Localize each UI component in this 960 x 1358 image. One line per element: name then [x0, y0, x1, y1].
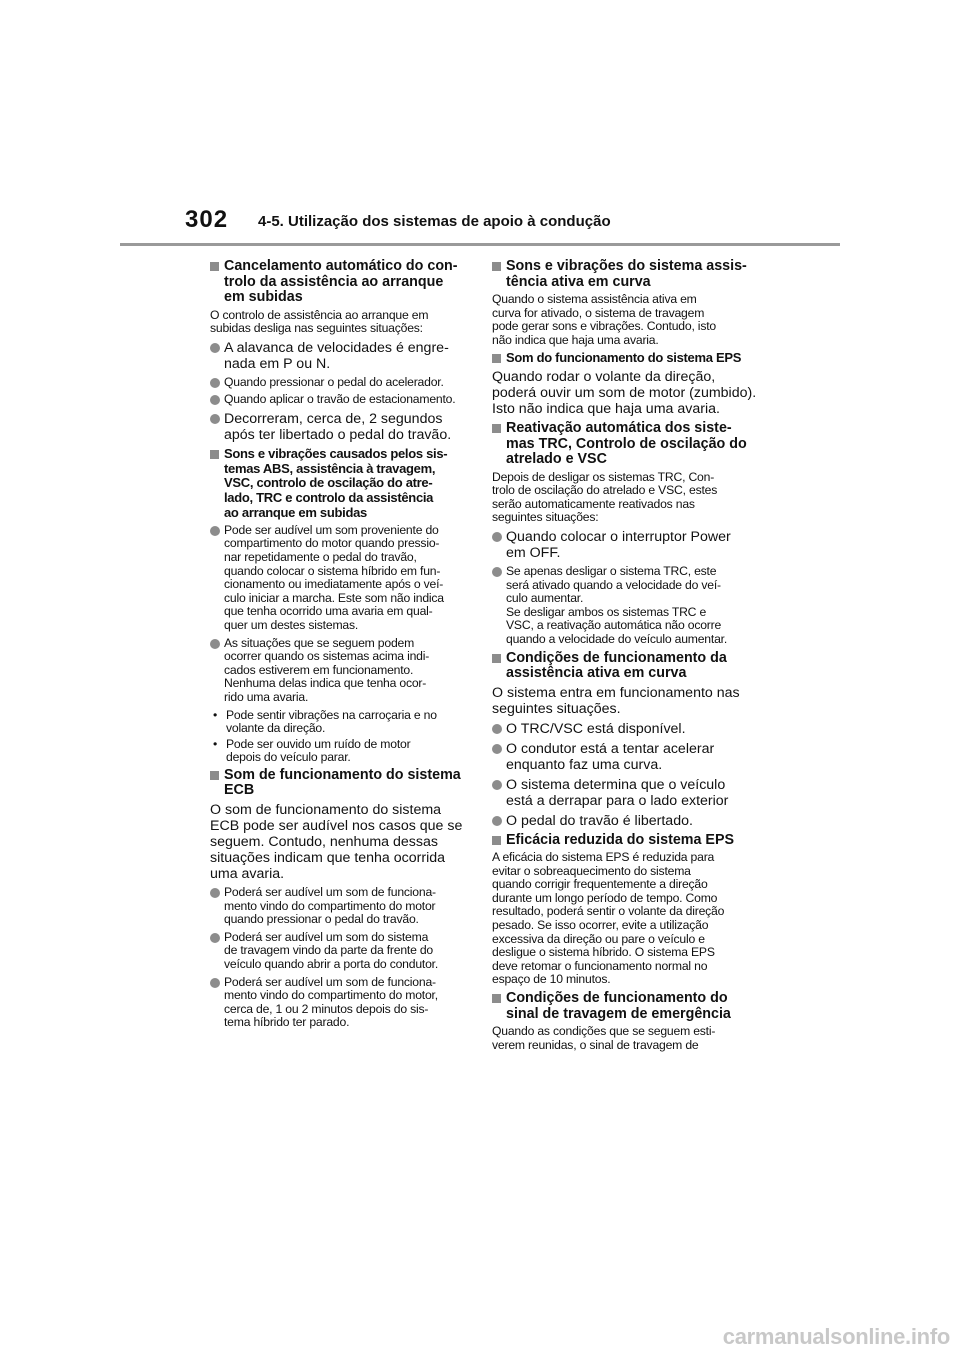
- text-line: sinal de travagem de emergência: [506, 1005, 731, 1022]
- text-line: VSC, a reativação automática não ocorre: [506, 618, 722, 633]
- paragraph: [210, 802, 466, 882]
- paragraph: [210, 309, 466, 336]
- bullet-item: [210, 393, 466, 407]
- circle-bullet-icon: [210, 378, 220, 388]
- text-line: excessiva da direção ou pare o veículo e: [492, 931, 705, 946]
- text-line: volante da direção.: [226, 721, 326, 736]
- header-divider: [120, 243, 840, 246]
- text-line: está a derrapar para o lado exterior: [506, 792, 729, 809]
- section-heading: [492, 421, 748, 468]
- square-bullet-icon: [492, 424, 501, 433]
- section-heading: [492, 651, 748, 682]
- text-line: Pode ser ouvido um ruído de motor: [226, 736, 411, 751]
- text-line: subidas desliga nas seguintes situações:: [210, 321, 423, 336]
- circle-bullet-icon: [210, 343, 220, 353]
- page-header: [0, 0, 960, 250]
- text-line: espaço de 10 minutos.: [492, 972, 611, 987]
- text-line: Se desligar ambos os sistemas TRC e: [506, 604, 707, 619]
- bullet-item: [210, 976, 466, 1030]
- text-line: situações indicam que tenha ocorrida: [210, 849, 446, 866]
- dot-bullet-icon: •: [213, 707, 218, 722]
- text-line: Decorreram, cerca de, 2 segundos: [224, 410, 443, 427]
- text-line: O sistema entra em funcionamento nas: [492, 684, 740, 701]
- bullet-item: [210, 637, 466, 705]
- text-line: quando colocar o sistema híbrido em fun-: [224, 563, 441, 578]
- square-bullet-icon: [492, 654, 501, 663]
- text-line: O sistema determina que o veículo: [506, 776, 726, 793]
- text-line: mento vindo do compartimento do motor: [224, 898, 436, 913]
- text-line: não indica que haja uma avaria.: [492, 332, 659, 347]
- text-line: Poderá ser audível um som de funciona-: [224, 884, 436, 899]
- text-line: cados estiverem em funcionamento.: [224, 662, 414, 677]
- bullet-item: [492, 529, 748, 561]
- paragraph: [492, 471, 748, 525]
- text-line: O controlo de assistência ao arranque em: [210, 307, 429, 322]
- text-line: seguem. Contudo, nenhuma dessas: [210, 833, 438, 850]
- text-line: ao arranque em subidas: [224, 505, 367, 521]
- square-bullet-icon: [492, 354, 501, 363]
- text-line: que tenha ocorrido uma avaria em qual-: [224, 604, 433, 619]
- square-bullet-icon: [492, 262, 501, 271]
- circle-bullet-icon: [210, 888, 220, 898]
- text-line: trolo da assistência ao arranque: [224, 273, 444, 290]
- circle-bullet-icon: [492, 532, 502, 542]
- text-line: compartimento do motor quando pressio-: [224, 536, 440, 551]
- text-line: desligue o sistema híbrido. O sistema EPS: [492, 945, 715, 960]
- text-line: Quando colocar o interruptor Power: [506, 529, 731, 546]
- text-line: A eficácia do sistema EPS é reduzida para: [492, 850, 715, 865]
- section-heading: [210, 447, 466, 521]
- circle-bullet-icon: [210, 933, 220, 943]
- section-heading: [492, 259, 748, 290]
- text-line: ECB: [224, 782, 255, 799]
- text-line: nada em P ou N.: [224, 355, 331, 372]
- square-bullet-icon: [492, 994, 501, 1003]
- text-line: O pedal do travão é libertado.: [506, 812, 693, 829]
- text-line: uma avaria.: [210, 865, 285, 882]
- text-line: Som de funcionamento do sistema: [224, 766, 461, 783]
- text-line: A alavanca de velocidades é engre-: [224, 339, 449, 356]
- text-line: depois do veículo parar.: [226, 750, 351, 765]
- text-line: O som de funcionamento do sistema: [210, 801, 442, 818]
- text-line: será ativado quando a velocidade do veí-: [506, 577, 721, 592]
- text-line: seguintes situações.: [492, 700, 621, 717]
- text-line: Eficácia reduzida do sistema EPS: [506, 831, 735, 848]
- dot-bullet-icon: •: [213, 736, 218, 751]
- text-line: culo aumentar.: [506, 591, 584, 606]
- bullet-item: [492, 565, 748, 647]
- paragraph: [492, 685, 748, 717]
- bullet-item: [210, 886, 466, 927]
- circle-bullet-icon: [492, 744, 502, 754]
- circle-bullet-icon: [492, 724, 502, 734]
- text-line: serão automaticamente reativados nas: [492, 496, 695, 511]
- text-line: deve retomar o funcionamento normal no: [492, 958, 708, 973]
- circle-bullet-icon: [210, 414, 220, 424]
- text-line: veículo quando abrir a porta do condutor.: [224, 956, 439, 971]
- sub-bullet-item: [210, 738, 466, 765]
- circle-bullet-icon: [492, 780, 502, 790]
- section-heading: [210, 259, 466, 306]
- text-line: atrelado e VSC: [506, 451, 607, 468]
- bullet-item: [492, 741, 748, 773]
- text-line: Sons e vibrações causados pelos sis-: [224, 445, 448, 461]
- text-line: evitar o sobreaquecimento do sistema: [492, 863, 691, 878]
- text-line: Quando rodar o volante da direção,: [492, 369, 716, 386]
- text-line: verem reunidas, o sinal de travagem de: [492, 1037, 699, 1052]
- bullet-item: [492, 777, 748, 809]
- circle-bullet-icon: [210, 978, 220, 988]
- text-line: Se apenas desligar o sistema TRC, este: [506, 564, 717, 579]
- text-line: Pode ser audível um som proveniente do: [224, 522, 439, 537]
- text-line: temas ABS, assistência à travagem,: [224, 460, 436, 476]
- square-bullet-icon: [210, 450, 219, 459]
- square-bullet-icon: [492, 836, 501, 845]
- text-line: Quando pressionar o pedal do acelerador.: [224, 374, 444, 389]
- right-column: [492, 256, 757, 1056]
- text-line: Quando as condições que se seguem esti-: [492, 1024, 716, 1039]
- section-heading: [492, 833, 748, 849]
- text-line: após ter libertado o pedal do travão.: [224, 426, 452, 443]
- text-line: Poderá ser audível um som de funciona-: [224, 974, 436, 989]
- text-line: durante um longo período de tempo. Como: [492, 890, 718, 905]
- text-line: pesado. Se isso ocorrer, evite a utilização: [492, 918, 709, 933]
- text-line: mas TRC, Controlo de oscilação do: [506, 435, 747, 452]
- text-line: Poderá ser audível um som do sistema: [224, 929, 429, 944]
- text-line: cerca de, 1 ou 2 minutos depois do sis-: [224, 1001, 429, 1016]
- text-line: O TRC/VSC está disponível.: [506, 720, 686, 737]
- text-line: poderá ouvir um som de motor (zumbido).: [492, 385, 757, 402]
- text-line: tema híbrido ter parado.: [224, 1015, 350, 1030]
- text-line: VSC, controlo de oscilação do atre-: [224, 475, 433, 491]
- circle-bullet-icon: [210, 526, 220, 536]
- text-line: tência ativa em curva: [506, 273, 651, 290]
- circle-bullet-icon: [210, 395, 220, 405]
- bullet-item: [210, 376, 466, 390]
- text-line: ocorrer quando os sistemas acima indi-: [224, 649, 430, 664]
- text-line: mento vindo do compartimento do motor,: [224, 988, 438, 1003]
- text-line: Nenhuma delas indica que tenha ocor-: [224, 676, 427, 691]
- text-line: O condutor está a tentar acelerar: [506, 740, 715, 757]
- text-line: Reativação automática dos siste-: [506, 420, 732, 437]
- text-line: assistência ativa em curva: [506, 665, 687, 682]
- circle-bullet-icon: [210, 639, 220, 649]
- text-line: quando pressionar o pedal do travão.: [224, 912, 419, 927]
- text-line: quando a velocidade do veículo aumentar.: [506, 632, 728, 647]
- text-line: pode gerar sons e vibrações. Contudo, isto: [492, 319, 716, 334]
- bullet-item: [492, 721, 748, 737]
- text-line: Pode sentir vibrações na carroçaria e no: [226, 707, 437, 722]
- left-column: [210, 256, 466, 1034]
- paragraph: [492, 293, 748, 347]
- text-line: Quando o sistema assistência ativa em: [492, 292, 697, 306]
- text-line: seguintes situações:: [492, 510, 599, 525]
- bullet-item: [492, 813, 748, 829]
- text-line: resultado, poderá sentir o volante da direção: [492, 904, 725, 919]
- section-heading: [492, 991, 748, 1022]
- text-line: trolo de oscilação do atrelado e VSC, estes: [492, 483, 718, 498]
- text-line: culo iniciar a marcha. Este som não indica: [224, 590, 444, 605]
- text-line: Depois de desligar os sistemas TRC, Con-: [492, 469, 715, 484]
- sub-bullet-item: [210, 709, 466, 736]
- text-line: curva for ativado, o sistema de travagem: [492, 305, 705, 320]
- text-line: lado, TRC e controlo da assistência: [224, 490, 434, 506]
- text-line: em subidas: [224, 289, 303, 305]
- text-line: Condições de funcionamento da: [506, 649, 727, 666]
- text-line: Sons e vibrações do sistema assis-: [506, 258, 747, 274]
- text-line: quer um destes sistemas.: [224, 618, 359, 633]
- text-line: Som do funcionamento do sistema EPS: [506, 350, 742, 366]
- text-line: em OFF.: [506, 545, 561, 562]
- watermark: carmanualsonline.info: [722, 1324, 950, 1349]
- paragraph: [492, 369, 757, 418]
- square-bullet-icon: [210, 771, 219, 780]
- circle-bullet-icon: [492, 816, 502, 826]
- section-heading: [210, 768, 466, 799]
- section-heading: [492, 351, 748, 366]
- bullet-item: [210, 931, 466, 972]
- bullet-item: [210, 411, 466, 443]
- text-line: cionamento ou imediatamente após o veí-: [224, 577, 444, 592]
- text-line: nar repetidamente o pedal do travão,: [224, 550, 417, 565]
- square-bullet-icon: [210, 262, 219, 271]
- paragraph: [492, 1025, 748, 1052]
- text-line: rido uma avaria.: [224, 689, 309, 704]
- bullet-item: [210, 524, 466, 633]
- text-line: enquanto faz uma curva.: [506, 756, 663, 773]
- text-line: As situações que se seguem podem: [224, 635, 415, 650]
- bullet-item: [210, 340, 466, 372]
- section-title: 4-5. Utilização dos sistemas de apoio à condução: [258, 213, 611, 230]
- text-line: ECB pode ser audível nos casos que se: [210, 817, 463, 834]
- text-line: quando corrigir frequentemente a direção: [492, 877, 708, 892]
- text-line: de travagem vindo da parte da frente do: [224, 943, 434, 958]
- text-line: Condições de funcionamento do: [506, 990, 728, 1007]
- circle-bullet-icon: [492, 567, 502, 577]
- text-line: Cancelamento automático do con-: [224, 258, 458, 274]
- text-line: Quando aplicar o travão de estacionamento.: [224, 392, 456, 407]
- paragraph: [492, 851, 748, 987]
- text-line: Isto não indica que haja uma avaria.: [492, 401, 720, 418]
- page-number: 302: [185, 206, 229, 233]
